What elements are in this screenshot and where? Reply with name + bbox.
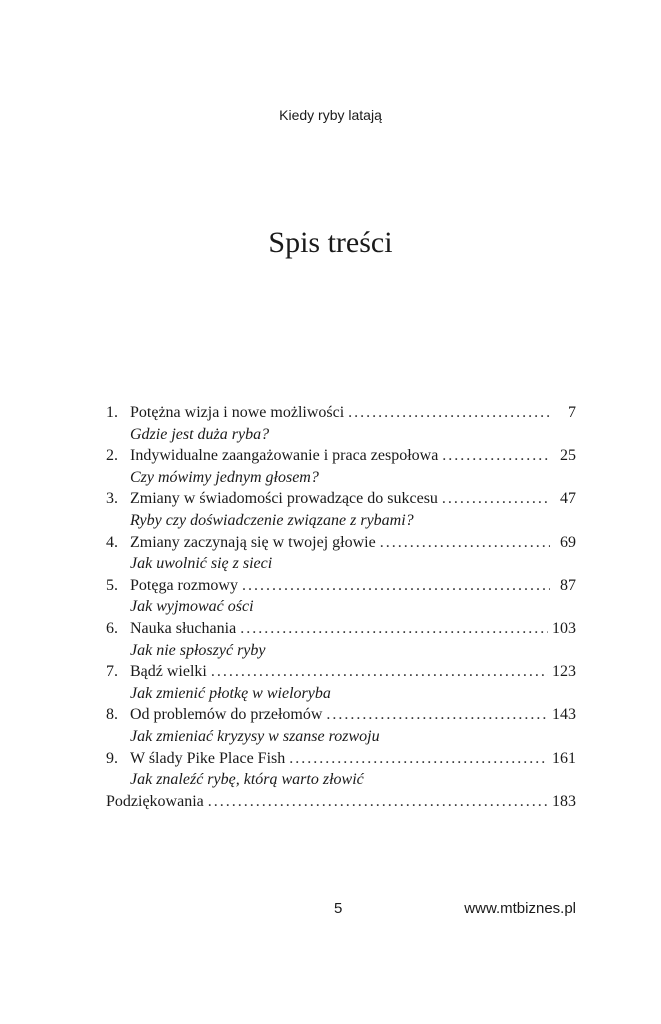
chapter-number: 7. [106,663,118,681]
chapter-title: Zmiany w świadomości prowadzące do sukcesu [130,490,438,508]
dot-leader [208,791,548,813]
chapter-number: 4. [106,533,118,551]
chapter-title: Zmiany zaczynają się w twojej głowie [130,533,376,551]
page-number: 87 [560,576,576,594]
chapter-subtitle: Ryby czy doświadczenie związane z rybami? [130,511,414,529]
chapter-number: 8. [106,706,118,724]
running-header: Kiedy ryby latają [279,107,382,123]
dot-leader [242,575,550,597]
chapter-number: 3. [106,490,118,508]
footer-url: www.mtbiznes.pl [464,900,576,917]
chapter-title: Indywidualne zaangażowanie i praca zespołowa [130,447,439,465]
chapter-title: Potęga rozmowy [130,576,238,594]
toc-entry [106,488,576,510]
page-number: 103 [552,619,576,637]
chapter-subtitle: Jak znaleźć rybę, którą warto złowić [130,771,364,789]
dot-leader [326,704,548,726]
dot-leader [240,618,548,640]
chapter-subtitle: Czy mówimy jednym głosem? [130,468,319,486]
chapter-subtitle: Gdzie jest duża ryba? [130,425,270,443]
page-number: 47 [560,490,576,508]
toc-entry [106,704,576,726]
chapter-number: 5. [106,576,118,594]
footer-page-number: 5 [334,900,343,917]
chapter-title: W ślady Pike Place Fish [130,749,286,767]
chapter-subtitle: Jak zmieniać kryzysy w szanse rozwoju [130,727,380,745]
dot-leader [211,661,548,683]
page-number: 143 [552,706,576,724]
page-number: 69 [560,533,576,551]
page-title: Spis treści [268,226,393,259]
toc-entry [106,618,576,640]
toc-entry [106,532,576,554]
dot-leader [442,488,550,510]
page-number: 7 [568,404,576,421]
dot-leader [289,748,548,770]
toc-entry [106,575,576,597]
dot-leader [348,402,550,424]
page-number: 161 [552,749,576,767]
toc-entry [106,402,576,424]
chapter-title: Bądź wielki [130,663,207,681]
table-of-contents [106,402,576,812]
dot-leader [380,532,550,554]
chapter-subtitle: Jak uwolnić się z sieci [130,555,273,573]
acknowledgements-title: Podziękowania [106,792,204,810]
chapter-subtitle: Jak zmienić płotkę w wieloryba [130,684,331,702]
page-number: 183 [552,792,576,810]
toc-entry [106,661,576,683]
toc-entry [106,445,576,467]
chapter-number: 9. [106,749,118,767]
chapter-title: Potężna wizja i nowe możliwości [130,404,345,421]
chapter-number: 2. [106,447,118,465]
chapter-title: Nauka słuchania [130,619,237,637]
toc-entry-acknowledgements [106,791,576,813]
chapter-title: Od problemów do przełomów [130,706,323,724]
page-number: 123 [552,663,576,681]
page-number: 25 [560,447,576,465]
toc-entry [106,748,576,770]
chapter-number: 1. [106,404,118,421]
chapter-subtitle: Jak nie spłoszyć ryby [130,641,266,659]
chapter-number: 6. [106,619,118,637]
chapter-subtitle: Jak wyjmować ości [130,598,254,616]
dot-leader [442,445,550,467]
